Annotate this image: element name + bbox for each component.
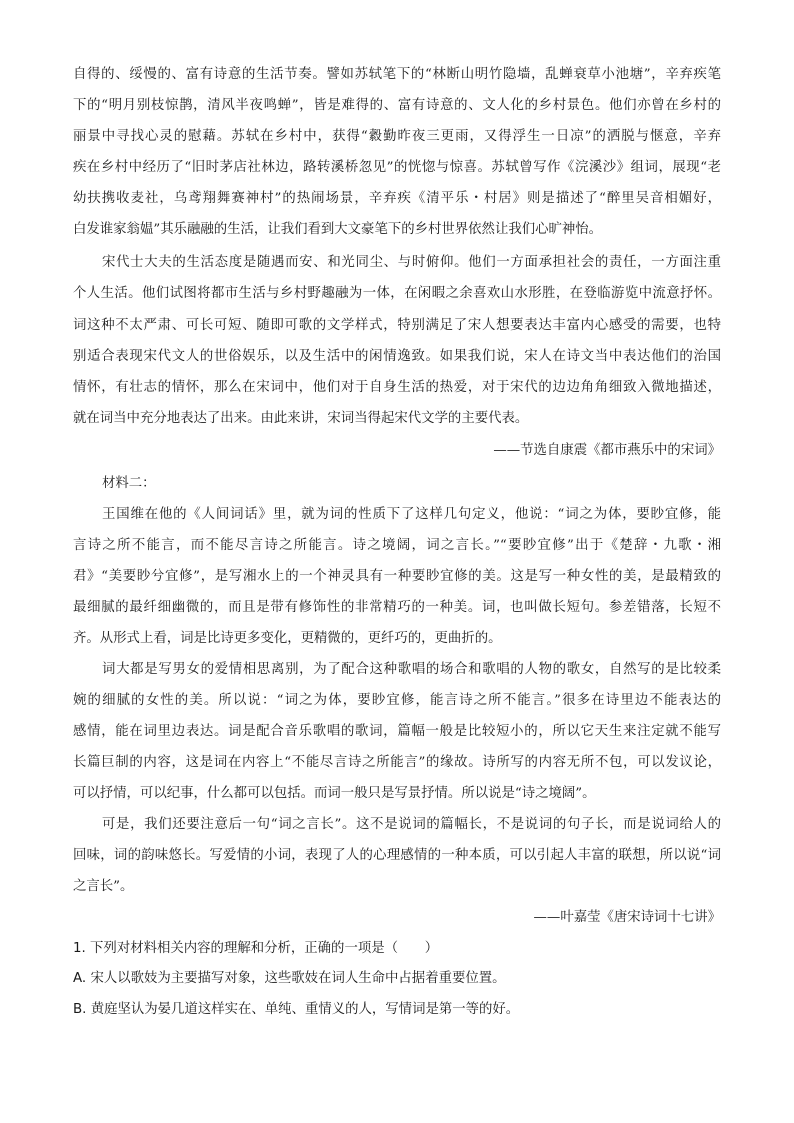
text-line: 幼扶携收麦社，乌鸢翔舞赛神村”的热闹场景，辛弃疾《清平乐・村居》则是描述了“醉里吴音相媚好，: [73, 191, 721, 206]
text-line: 自得的、绥慢的、富有诗意的生活节奏。譬如苏轼笔下的“林断山明竹隐墙，乱蝉衰草小池塘”，辛弃疾笔: [73, 67, 721, 82]
text-line: 词大都是写男女的爱情相思离别，为了配合这种歌唱的场合和歌唱的人物的歌女，自然写的是比较柔: [102, 662, 721, 677]
text-line: 下的“明月别枝惊鹊，清风半夜鸣蝉”，皆是难得的、富有诗意的、文人化的乡村景色。他们亦曾在乡村的: [73, 98, 721, 113]
text-line: 别适合表现宋代文人的世俗娱乐，以及生活中的闲情逸致。如果我们说，宋人在诗文当中表达他们的治国: [73, 349, 721, 364]
text-line: 个人生活。他们试图将都市生活与乡村野趣融为一体，在闲暇之余喜欢山水形胜，在登临游览中流意抒怀。: [73, 286, 721, 301]
text-line: 之言长”。: [73, 879, 134, 894]
text-line: 就在词当中充分地表达了出来。由此来讲，宋词当得起宋代文学的主要代表。: [73, 411, 529, 426]
text-line: 君》“美要眇兮宜修”，是写湘水上的一个神灵具有一种要眇宜修的美。这是写一种女性的美，是最精致的: [73, 569, 721, 584]
material-two-label: 材料二：: [102, 476, 156, 491]
text-line: 丽景中寻找心灵的慰藉。苏轼在乡村中，获得“縠勤昨夜三更雨，又得浮生一日凉”的洒脱与惬意，辛弃: [73, 129, 721, 144]
question-stem: 1. 下列对材料相关内容的理解和分析，正确的一项是（ ）: [73, 941, 439, 956]
material-two-source: ——叶嘉莹《唐宋诗词十七讲》: [533, 910, 721, 925]
text-line: 可是，我们还要注意后一句“词之言长”。这不是说词的篇幅长，不是说词的句子长，而是说词给人的: [102, 817, 721, 832]
text-line: 宋代士大夫的生活态度是随遇而安、和光同尘、与时俯仰。他们一方面承担社会的责任，一方面注重: [102, 255, 721, 270]
text-line: 长篇巨制的内容，这是词在内容上“不能尽言诗之所能言”的缘故。诗所写的内容无所不包，可以发议论，: [73, 755, 721, 770]
text-line: 感情，能在词里边表达。词是配合音乐歌唱的歌词，篇幅一般是比较短小的，所以它天生来注定就不能写: [73, 724, 721, 739]
text-line: 婉的细腻的女性的美。所以说：“词之为体，要眇宜修，能言诗之所不能言。”很多在诗里边不能表达的: [73, 693, 721, 708]
option-a[interactable]: A. 宋人以歌妓为主要描写对象，这些歌妓在词人生命中占据着重要位置。: [73, 971, 506, 986]
text-line: 言诗之所不能言，而不能尽言诗之所能言。诗之境阔，词之言长。”“要眇宜修”出于《楚辞・九歌・湘: [73, 538, 721, 553]
text-line: 可以抒情，可以纪事，什么都可以包括。而词一般只是写景抒情。所以说是“诗之境阔”。: [73, 786, 596, 801]
text-line: 齐。从形式上看，词是比诗更多变化，更精微的，更纤巧的，更曲折的。: [73, 631, 502, 646]
option-b[interactable]: B. 黄庭坚认为晏几道这样实在、单纯、重情义的人，写情词是第一等的好。: [73, 1002, 520, 1017]
text-line: 白发谁家翁媪”其乐融融的生活，让我们看到大文豪笔下的乡村世界依然让我们心旷神怡。: [73, 222, 603, 237]
text-line: 最细腻的最纤细幽微的，而且是带有修饰性的非常精巧的一种美。词，也叫做长短句。参差错落，长短不: [73, 600, 721, 615]
material-one-source: ——节选自康震《都市燕乐中的宋词》: [493, 443, 721, 458]
text-line: 疾在乡村中经历了“旧时茅店社林边，路转溪桥忽见”的恍惚与惊喜。苏轼曾写作《浣溪沙》组词，展现“老: [73, 160, 721, 175]
text-line: 王国维在他的《人间词话》里，就为词的性质下了这样几句定义，他说：“词之为体，要眇宜修，能: [102, 507, 721, 522]
text-line: 词这种不太严肃、可长可短、随即可歌的文学样式，特别满足了宋人想要表达丰富内心感受的需要，也特: [73, 318, 721, 333]
text-line: 情怀，有壮志的情怀，那么在宋词中，他们对于自身生活的热爱，对于宋代的边边角角细致入微地描述，: [73, 380, 721, 395]
text-line: 回味，词的韵味悠长。写爱情的小词，表现了人的心理感情的一种本质，可以引起人丰富的联想，所以说“词: [73, 848, 721, 863]
